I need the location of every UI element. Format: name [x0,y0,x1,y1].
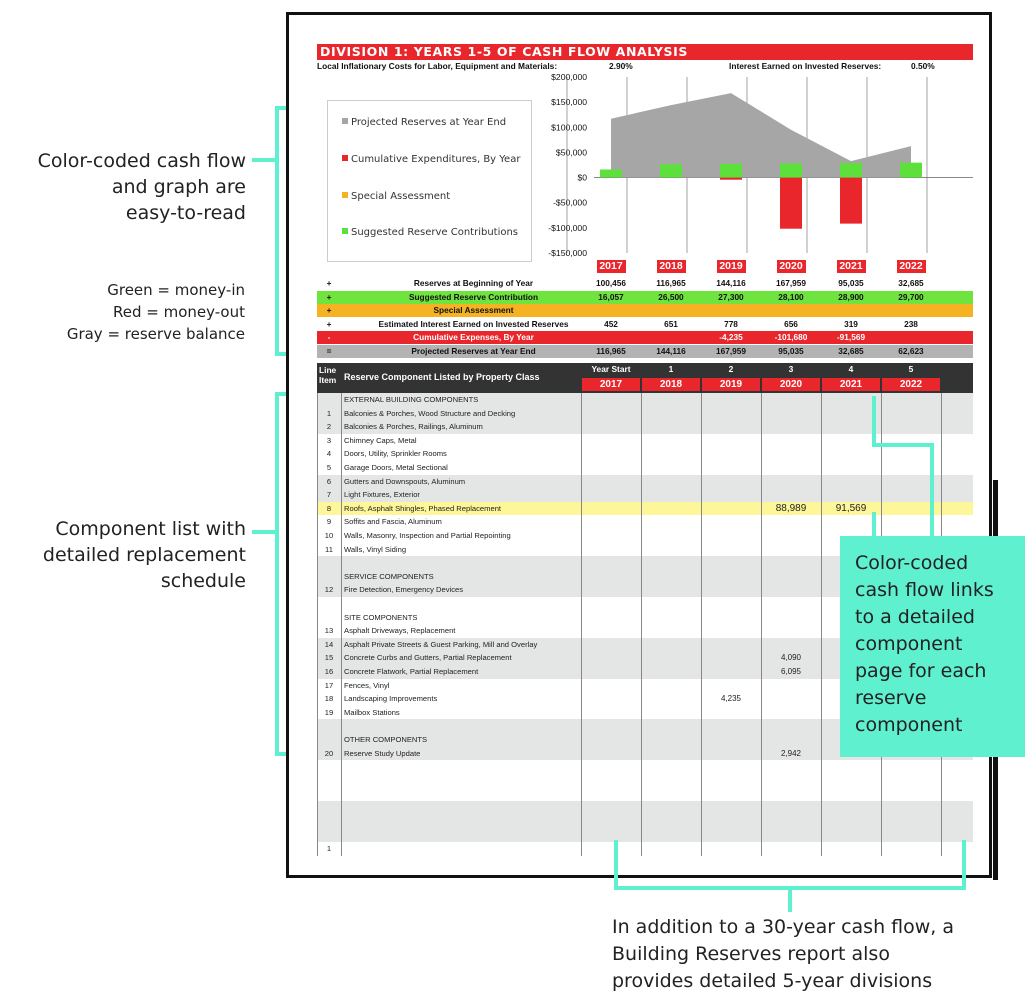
expense-bar [840,178,862,224]
line-item-number: 20 [324,748,334,758]
summary-value [821,304,881,317]
summary-value: 27,300 [718,291,744,302]
color-note-gray: Gray = reserve balance [66,325,245,343]
column-period: 4 [848,364,854,374]
column-period: 1 [668,364,674,374]
line-item-header-line: Line [319,365,337,375]
summary-value: 651 [664,318,678,329]
column-year: 2020 [762,378,820,391]
report-title: DIVISION 1: YEARS 1-5 OF CASH FLOW ANALYSIS [317,44,973,60]
chart-year-label: 2022 [897,260,926,273]
callout-links-line: cash flow links [855,579,994,601]
contribution-bar [900,163,922,178]
projected-reserves-area [611,93,911,177]
bracket-bottom-stem [788,886,792,912]
summary-value: 100,456 [596,278,626,288]
bracket-link-vert-b [930,443,934,538]
grid-line [581,393,582,856]
line-item-number: 8 [326,503,332,513]
callout-links-box [840,536,1025,757]
summary-value: 116,965 [656,278,686,288]
table-row [317,787,973,801]
summary-value [761,304,821,317]
callout-component-line: Component list with [55,518,246,540]
line-item-number: 5 [326,463,332,472]
component-name: Walls, Vinyl Siding [344,544,407,554]
summary-sign: + [326,291,332,302]
summary-sign: + [326,318,332,329]
line-item-number: 18 [324,694,334,704]
summary-value: 32,685 [898,278,924,288]
callout-bottom [612,914,1024,995]
summary-label: Estimated Interest Earned on Invested Reserves [378,318,569,329]
summary-label: Reserves at Beginning of Year [413,278,534,288]
column-year: 2018 [642,378,700,391]
line-item-number: 19 [324,707,334,717]
line-item-number: 17 [324,680,334,690]
summary-value: 167,959 [776,278,806,288]
grid-line [317,393,318,856]
column-year: 2022 [882,378,940,391]
chart-year-label: 2017 [597,260,626,273]
callout-graph [10,148,246,226]
summary-value: 28,900 [838,291,864,302]
color-note-green: Green = money-in [107,281,245,299]
callout-links-line: to a detailed [855,606,975,628]
summary-value: -4,235 [719,332,743,343]
bracket-graph-vertical [275,106,279,356]
summary-label: Cumulative Expenses, By Year [413,332,534,343]
component-name: Chimney Caps, Metal [344,435,417,445]
component-name: Concrete Curbs and Gutters, Partial Replacement [344,653,512,663]
line-item-number: 10 [324,531,334,540]
grid-line [641,393,642,856]
summary-value: 29,700 [898,291,924,302]
y-tick-label: -$150,000 [548,248,587,258]
interest-label: Interest Earned on Invested Reserves: [729,61,882,71]
line-item-number: 15 [324,653,334,663]
component-name: Doors, Utility, Sprinkler Rooms [344,449,447,459]
summary-value [581,304,641,317]
bracket-list-vertical [275,392,279,756]
component-name: Landscaping Improvements [344,694,438,704]
line-item-number: 3 [326,435,332,445]
contribution-bar [720,164,742,178]
summary-label: Special Assessment [433,305,514,316]
column-period: 2 [728,364,734,374]
contribution-bar [780,163,802,177]
y-tick-label: $150,000 [551,97,587,108]
grid-line [821,393,822,856]
column-year: 2021 [822,378,880,391]
legend-label: Suggested Reserve Contributions [351,227,519,238]
expense-bar [720,178,742,180]
contribution-bar [600,169,622,177]
component-cost: 6,095 [780,667,802,676]
summary-value [581,331,641,344]
grid-line [341,393,342,856]
callout-links-line: page for each [855,660,987,682]
chart-year-label: 2019 [717,260,746,273]
table-row [317,760,973,774]
table-row [317,774,973,788]
callout-links-line: component [855,714,963,736]
table-row [317,447,973,461]
component-name: Reserve Study Update [344,748,421,758]
color-note-red: Red = money-out [113,303,245,321]
summary-value: -101,680 [774,332,808,343]
line-item-number: 13 [324,626,334,636]
line-item-number: 1 [326,408,332,418]
component-name: Asphalt Private Streets & Guest Parking, Mill and Overlay [344,639,538,649]
summary-value: -91,569 [836,332,866,343]
table-row [317,475,973,489]
inflation-label: Local Inflationary Costs for Labor, Equipment and Materials: [317,61,558,71]
line-item-number: 14 [324,639,334,649]
callout-graph-line: easy-to-read [125,202,246,224]
callout-component-line: schedule [160,570,246,592]
chart-year-label: 2020 [777,260,806,273]
bracket-bottom-left [614,840,618,890]
callout-graph-line: and graph are [111,176,246,198]
line-item-number: 4 [326,449,332,459]
summary-value [641,304,701,317]
summary-label: Projected Reserves at Year End [411,346,536,356]
line-item-header-line: Item [319,375,337,385]
summary-value: 452 [604,318,618,329]
y-tick-label: -$50,000 [553,197,587,208]
chart-year-label: 2021 [837,260,866,273]
line-item-number: 16 [324,667,334,676]
bracket-bottom-right [962,840,966,890]
summary-value: 16,057 [598,291,624,302]
chart-year-label: 2018 [657,260,686,273]
legend-label: Cumulative Expenditures, By Year [351,154,521,165]
column-period: 3 [788,364,794,374]
y-tick-label: $200,000 [551,72,587,82]
summary-value: 62,623 [898,346,924,356]
component-name: Balconies & Porches, Railings, Aluminum [344,422,483,432]
table-row [317,488,973,502]
summary-row [317,318,973,331]
legend-label: Projected Reserves at Year End [351,117,507,128]
grid-line [761,393,762,856]
component-name: Light Fixtures, Exterior [344,490,420,500]
summary-sign: + [326,305,332,316]
summary-value: 167,959 [716,346,746,356]
summary-row [317,304,973,317]
summary-row [317,345,973,358]
column-period: Year Start [591,364,631,374]
summary-row [317,277,973,290]
summary-value: 26,500 [658,291,684,302]
component-name: Garage Doors, Metal Sectional [344,463,448,472]
summary-value: 116,965 [596,346,626,356]
component-name: SITE COMPONENTS [344,612,418,622]
component-name: Concrete Flatwork, Partial Replacement [344,667,479,676]
summary-value: 238 [904,318,918,329]
table-row [317,461,973,475]
summary-value: 319 [844,318,858,329]
expense-bar [780,178,802,229]
line-item-number: 7 [326,490,332,500]
contribution-bar [660,164,682,177]
summary-value: 778 [724,318,738,329]
component-name: Walls, Masonry, Inspection and Partial Repointing [344,531,511,540]
grid-line [701,393,702,856]
component-name: OTHER COMPONENTS [344,735,428,744]
component-name: SERVICE COMPONENTS [344,571,434,581]
line-item-number: 6 [326,476,332,486]
column-year: 2017 [582,378,640,391]
summary-row [317,291,973,304]
component-name: Fences, Vinyl [344,680,390,690]
line-item-number: 1 [326,843,332,853]
summary-value: 656 [784,318,798,329]
line-item-number: 2 [326,422,332,432]
line-item-number: 12 [324,585,334,595]
component-name: Fire Detection, Emergency Devices [344,585,464,595]
callout-links-text [840,536,1025,739]
bracket-link-vert-a [872,396,876,447]
column-period: 5 [908,364,914,374]
cash-flow-chart [289,15,995,275]
line-item-number: 9 [326,517,332,527]
line-item-number: 11 [325,544,333,554]
y-tick-label: $0 [577,172,587,183]
summary-value: 32,685 [838,346,864,356]
component-name: EXTERNAL BUILDING COMPONENTS [344,395,479,404]
bracket-link-vert-c [872,512,876,538]
table-row [317,815,973,829]
summary-sign: + [326,278,332,288]
component-name: Balconies & Porches, Wood Structure and Decking [344,408,516,418]
column-year: 2019 [702,378,760,391]
callout-links-line: component [855,633,963,655]
summary-sign: - [327,332,331,343]
summary-value: 144,116 [716,278,746,288]
component-name: Soffits and Fascia, Aluminum [344,517,442,527]
summary-value: 144,116 [656,346,686,356]
callout-bottom-line: provides detailed 5-year divisions [612,970,933,992]
y-tick-label: $100,000 [551,122,587,133]
callout-component-list [10,516,246,594]
table-row [317,842,973,856]
callout-bottom-line: Building Reserves report also [612,943,890,965]
y-tick-label: $50,000 [555,147,587,158]
summary-value [881,304,941,317]
summary-label: Suggested Reserve Contribution [408,291,539,302]
legend-label: Special Assessment [351,191,451,202]
component-cost: 4,090 [780,653,802,663]
summary-value [701,304,761,317]
contribution-bar [840,163,862,178]
interest-value: 0.50% [911,61,935,71]
callout-graph-line: Color-coded cash flow [37,150,246,172]
summary-value: 95,035 [778,346,804,356]
component-name: Asphalt Driveways, Replacement [344,626,456,636]
table-row [317,828,973,842]
table-row [317,801,973,815]
summary-sign: = [326,346,332,356]
summary-row [317,331,973,344]
component-header: Reserve Component Listed by Property Class [344,372,540,382]
summary-value [641,331,701,344]
component-name: Roofs, Asphalt Shingles, Phased Replacement [344,503,502,513]
summary-value [881,331,941,344]
callout-colors [40,279,245,345]
inflation-value: 2.90% [609,61,633,71]
component-cost: 91,569 [835,502,867,514]
summary-value: 95,035 [838,278,864,288]
line-item-header [319,365,336,385]
component-name: Mailbox Stations [344,707,400,717]
component-name: Gutters and Downspouts, Aluminum [344,476,466,486]
callout-links-line: reserve [855,687,927,709]
bracket-link-horz [872,443,934,447]
component-cost: 4,235 [720,694,742,704]
y-tick-label: -$100,000 [548,222,587,233]
component-cost: 2,942 [780,748,802,758]
summary-value: 28,100 [778,291,804,302]
component-cost: 88,989 [775,502,807,514]
callout-component-line: detailed replacement [42,544,246,566]
callout-bottom-line: In addition to a 30-year cash flow, a [612,916,955,938]
callout-links-line: Color-coded [855,552,969,574]
